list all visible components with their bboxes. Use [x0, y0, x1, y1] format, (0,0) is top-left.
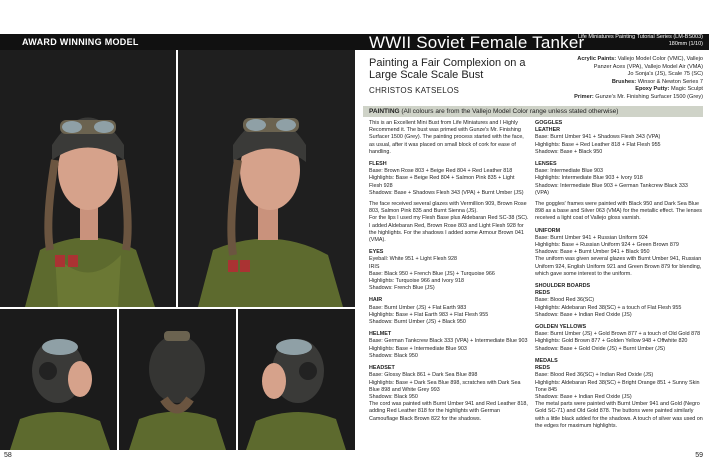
materials-label: Epoxy Putty: [635, 86, 671, 93]
text-column-left [369, 120, 529, 423]
materials-value: Magic Sculpt [670, 86, 703, 93]
paragraph: The uniform was given several glazes with Burnt Umber 941, Russian Uniform 924, English Uniform 921 and Green Brown 879 for blending, which gave some interest to the uniform. [535, 256, 702, 277]
paragraph: Highlights: Base + Dark Sea Blue 898, scratches with Dark Sea Blue 898 and White Grey 993 [369, 379, 521, 393]
left-page-number: 58 [4, 452, 12, 459]
paragraph: Base: Blood Red 36(SC) [535, 297, 595, 304]
paragraph: Base: Glossy Black 861 + Dark Sea Blue 898 [369, 372, 478, 379]
paragraph: Highlights: Base + Flat Earth 983 + Flat Flesh 955 [369, 311, 489, 318]
section-heading: MEDALS [535, 357, 558, 364]
paragraph: Highlights: Intermediate Blue 903 + Ivory 918 [535, 175, 643, 182]
article-subtitle: Painting a Fair Complexion on a Large Scale Scale Bust [369, 57, 526, 81]
materials-list [533, 56, 703, 102]
series-line: Life Miniatures Painting Tutorial Series (LM-BS003) [577, 34, 703, 40]
paragraph: For the lips I used my Flesh Base plus Aldebaran Red SC-38 (SC). I added Aldebaran Red, Brown Rose 803 and Light Flesh 928 for the highlights. For the shadows I added some Armour Brown 041 (VMA). [369, 215, 529, 244]
series-scale: 180mm (1/10) [668, 41, 703, 47]
paragraph: Base: Burnt Umber (JS) + Flat Earth 983 [369, 304, 467, 311]
paragraph: Shadows: Burnt Umber (JS) + Black 950 [369, 319, 466, 326]
paragraph: Base: German Tankcrew Black 333 (VPA) + Intermediate Blue 903 [369, 338, 528, 345]
paragraph: Shadows: Base + Indian Red Oxide (JS) [535, 311, 632, 318]
subsection-heading: REDS [535, 365, 550, 372]
paragraph: Shadows: French Blue (JS) [369, 285, 435, 292]
materials-value: Winsor & Newton Series 7 [637, 78, 703, 85]
author-name: CHRISTOS KATSELOS [369, 86, 460, 95]
section-heading: EYES [369, 249, 384, 256]
materials-label: Primer: [574, 93, 596, 100]
paragraph: Highlights: Base + Russian Uniform 924 + Green Brown 879 [535, 242, 679, 249]
section-heading: FLESH [369, 161, 387, 168]
paragraph: Shadows: Black 950 [369, 352, 418, 359]
paragraph: Base: Blood Red 36(SC) + Indian Red Oxide (JS) [535, 372, 654, 379]
section-heading: GOLDEN YELLOWS [535, 324, 587, 331]
painting-header-note: (All colours are from the Vallejo Model Color range unless stated otherwise) [399, 108, 619, 115]
paragraph: Shadows: Intermediate Blue 903 + German Tankcrew Black 333 (VPA) [535, 182, 688, 196]
section-heading: LENSES [535, 161, 557, 168]
series-info [578, 34, 703, 48]
materials-value: Gunze's Mr. Finishing Surfacer 1500 (Grey) [595, 93, 703, 100]
materials-value: Jo Sonja's (JS), Scale 75 (SC) [627, 71, 703, 78]
subsection-heading: LEATHER [535, 127, 561, 134]
award-banner: AWARD WINNING MODEL [22, 37, 139, 47]
section-heading: SHOULDER BOARDS [535, 283, 591, 290]
materials-label: Acrylic Paints: [577, 56, 618, 62]
paragraph: The metal parts were painted with Burnt Umber 941 and Gold (Negro Gold SC-71) and Old Gold 878. The buttons were painted similarly with a little black added for the shadows. A touch of silver was used on the edges for maximum highlights. [535, 401, 703, 429]
paragraph: The face received several glazes with Vermillion 909, Brown Rose 803, Salmon Pink 835 and Burnt Sienna (JS). [369, 201, 527, 215]
bust-right-side-photo [238, 309, 355, 450]
paragraph: Highlights: Aldebaran Red 38(SC) + Bright Orange 851 + Sunny Skin Tone 845 [535, 379, 700, 393]
paragraph: Highlights: Aldebaran Red 38(SC) + a touch of Flat Flesh 955 [535, 304, 682, 311]
paragraph: Highlights: Base + Red Leather 818 + Flat Flesh 955 [535, 141, 661, 148]
materials-row [533, 94, 703, 102]
section-heading: GOGGLES [535, 120, 563, 126]
paragraph: Base: Burnt Umber (JS) + Gold Brown 877 + a touch of Old Gold 878 [535, 331, 701, 338]
paragraph: Base: Black 950 + French Blue (JS) + Turquoise 966 [369, 270, 495, 277]
bust-back-photo [119, 309, 236, 450]
paragraph: Shadows: Base + Indian Red Oxide (JS) [535, 393, 632, 400]
materials-label: Brushes: [611, 78, 638, 85]
materials-value: Vallejo Model Color (VMC), Vallejo [617, 56, 703, 62]
section-heading: UNIFORM [535, 227, 561, 234]
right-page-number: 59 [695, 452, 703, 459]
paragraph: IRIS [369, 263, 380, 270]
paragraph: Highlights: Turquoise 966 and Ivory 918 [369, 278, 464, 285]
materials-row [533, 56, 703, 64]
section-heading: HAIR [369, 297, 383, 304]
materials-row [533, 79, 703, 87]
paragraph: Highlights: Base + Intermediate Blue 903 [369, 345, 467, 352]
painting-header-title: PAINTING [369, 108, 400, 115]
paragraph: Highlights: Base + Beige Red 804 + Salmon Pink 835 + Light Flesh 928 [369, 175, 515, 189]
article-title: WWII Soviet Female Tanker [369, 33, 585, 52]
paragraph: Base: Burnt Umber 941 + Russian Uniform 924 [535, 234, 648, 241]
materials-row [533, 86, 703, 94]
paragraph: This is an Excellent Mini Bust from Life Miniatures and I Highly Recommend it. The bust was primed with Gunze's Mr. Finishing Surfacer 1500 (Grey). The painting process started with the face, as usual, after it was placed on small block of cork for ease of handling. [369, 120, 524, 155]
materials-row [533, 71, 703, 79]
paragraph: Shadows: Base + Burnt Umber 941 + Black 950 [535, 249, 650, 256]
paragraph: The cord was painted with Burnt Umber 941 and Red Leather 818, adding Red Leather 818 for the highlights with German Camouflage Black Brown 822 for the shadows. [369, 401, 528, 422]
bust-left-side-photo [0, 309, 117, 450]
bust-front-photo [0, 50, 176, 307]
materials-row [533, 64, 703, 72]
paragraph: Highlights: Gold Brown 877 + Golden Yellow 948 + Offwhite 820 [535, 338, 688, 345]
bust-three-quarter-photo [178, 50, 355, 307]
paragraph: Shadows: Base + Shadows Flesh 343 (VPA) + Burnt Umber (JS) [369, 189, 524, 196]
paragraph: Base: Burnt Umber 941 + Shadows Flesh 343 (VPA) [535, 134, 661, 141]
paragraph: The goggles' frames were painted with Black 950 and Dark Sea Blue 898 as a base and Silver 063 (VMA) for the metallic effect. The lenses received a light coat of Vallejo gloss varnish. [535, 201, 702, 222]
painting-header [363, 106, 703, 117]
section-heading: HELMET [369, 331, 392, 338]
paragraph: Shadows: Base + Black 950 [535, 148, 603, 155]
paragraph: Base: Brown Rose 803 + Beige Red 804 + Red Leather 818 [369, 168, 513, 175]
right-page [355, 0, 709, 472]
paragraph: Shadows: Base + Gold Oxide (JS) + Burnt Umber (JS) [535, 345, 666, 352]
materials-value: Panzer Aces (VPA), Vallejo Model Air (VMA) [593, 63, 703, 70]
paragraph: Shadows: Black 950 [369, 393, 418, 400]
subsection-heading: REDS [535, 290, 550, 297]
paragraph: Base: Intermediate Blue 903 [535, 168, 604, 175]
section-heading: HEADSET [369, 365, 395, 372]
paragraph: Eyeball: White 951 + Light Flesh 928 [369, 256, 457, 263]
text-column-right [535, 120, 703, 430]
